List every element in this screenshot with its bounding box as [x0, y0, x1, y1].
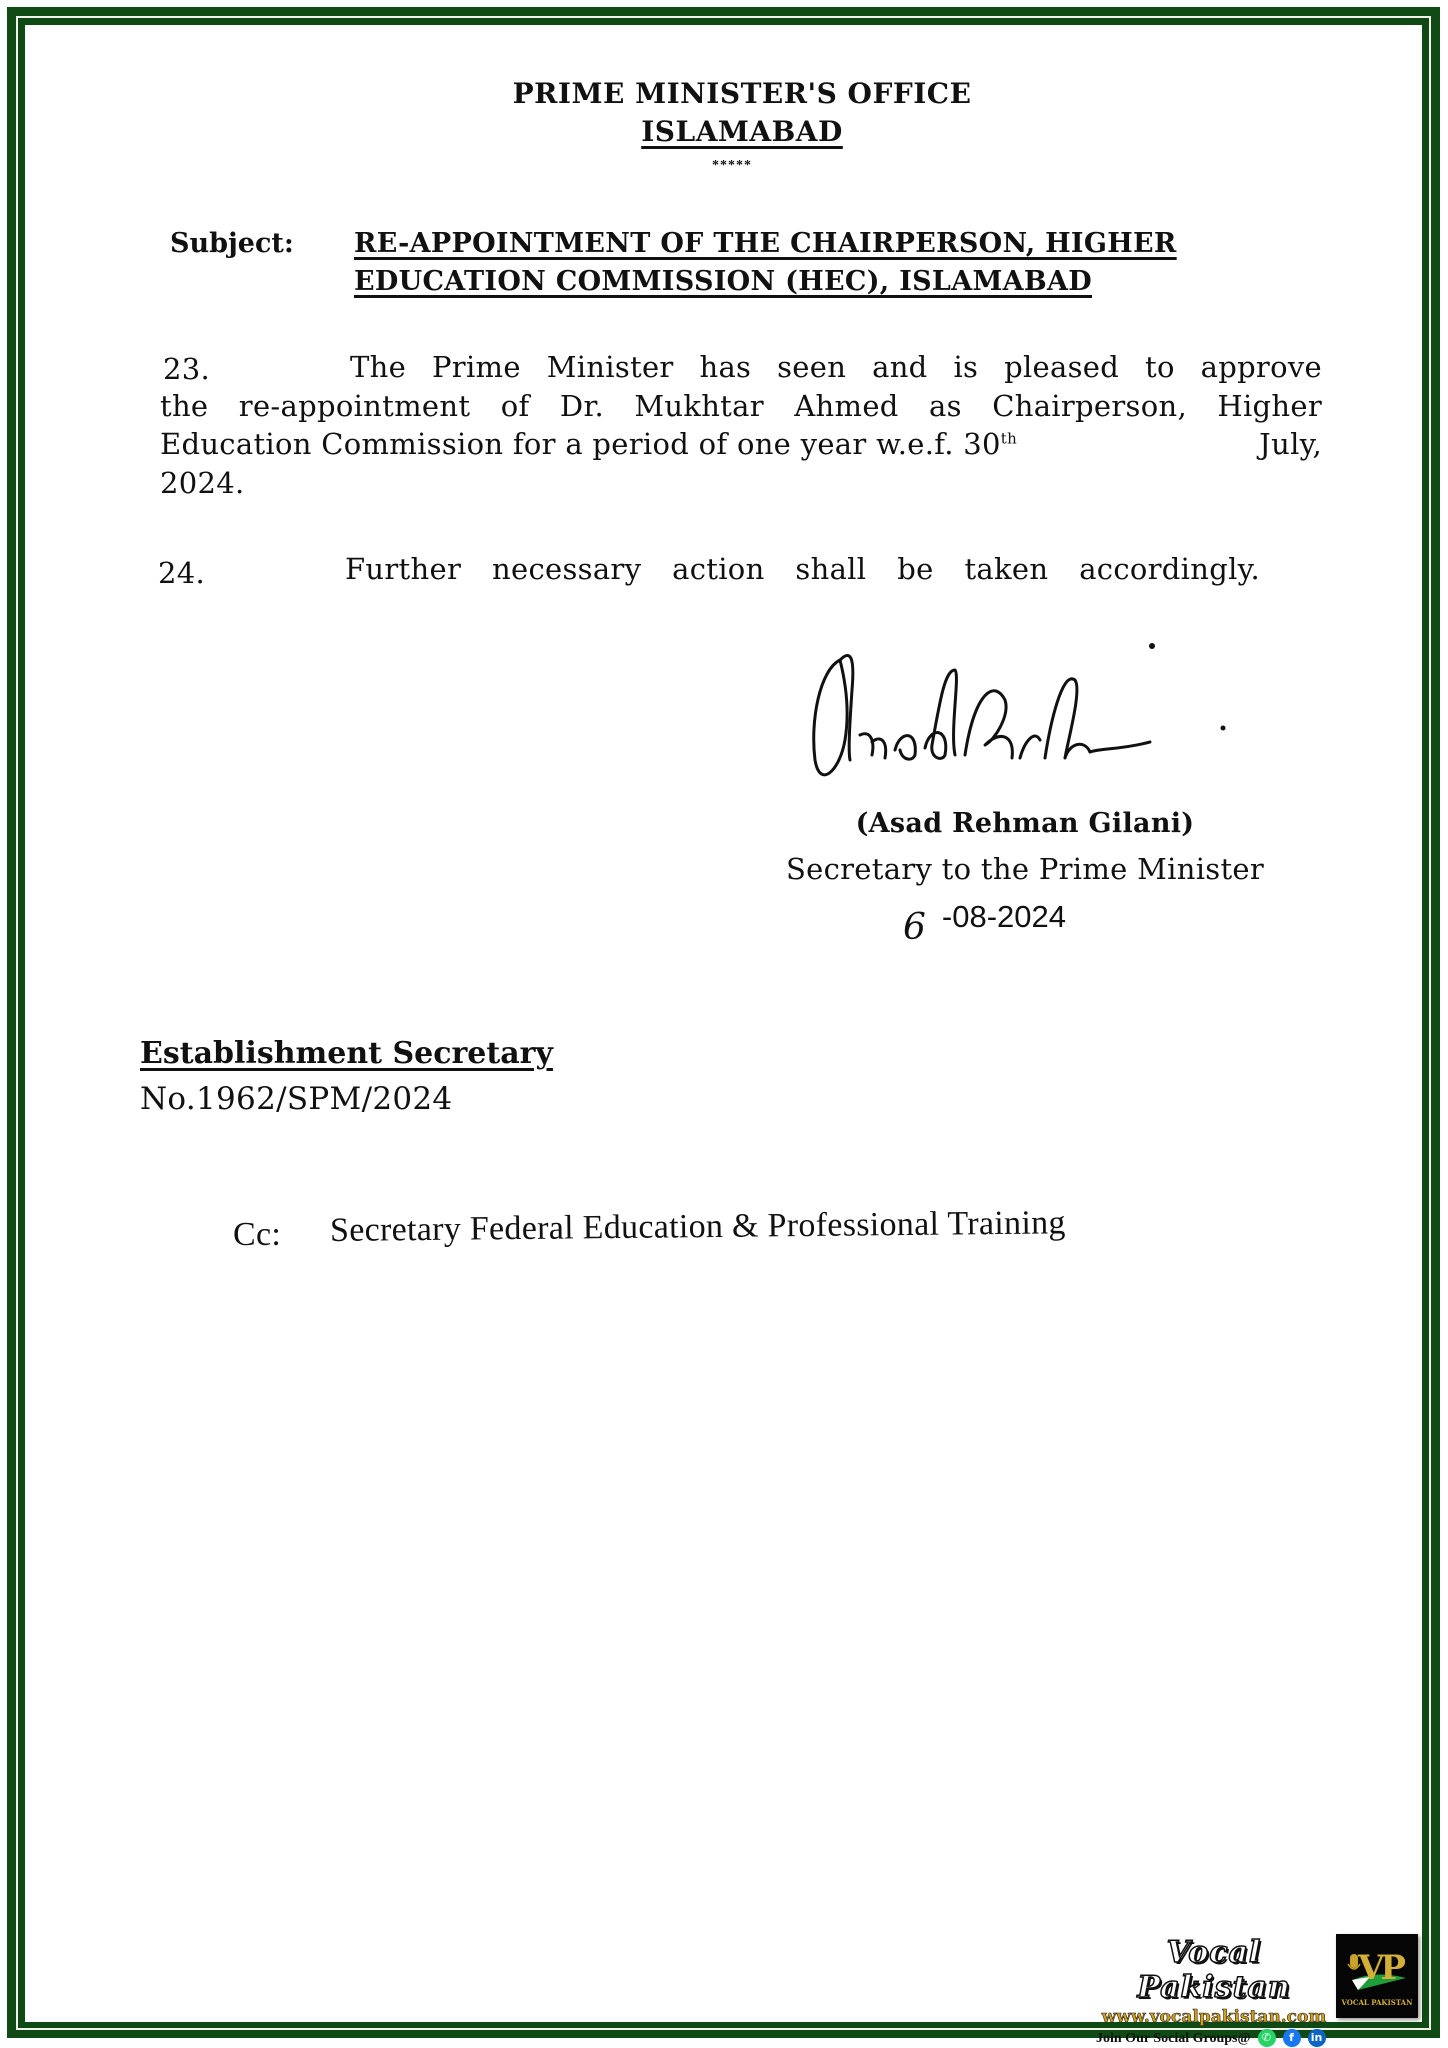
office-heading: PRIME MINISTER'S OFFICE [512, 77, 972, 110]
city-heading-text: ISLAMABAD [641, 115, 843, 148]
subject-label: Subject: [170, 228, 294, 259]
watermark-social-row [1096, 2029, 1332, 2047]
para-23-line-2: the re-appointment of Dr. Mukhtar Ahmed as Chairperson, Higher [160, 389, 1322, 423]
signature-date [903, 895, 1066, 948]
signatory-name: (Asad Rehman Gilani) [855, 808, 1195, 839]
para-23-line-3-tail: July, [1259, 427, 1322, 461]
para-23-line-3 [160, 427, 1322, 461]
watermark-join-text: Join Our Social Groups@ [1096, 2031, 1251, 2046]
signatory-title: Secretary to the Prime Minister [785, 852, 1265, 886]
city-heading [442, 115, 1042, 148]
cc-recipient: Secretary Federal Education & Professional Training [329, 1204, 1066, 1249]
subject-line-1 [354, 228, 1177, 259]
whatsapp-icon[interactable]: ✆ [1258, 2029, 1276, 2047]
subject-text-1: RE-APPOINTMENT OF THE CHAIRPERSON, HIGHER [354, 228, 1177, 259]
watermark-brand: Vocal Pakistan [1137, 1935, 1291, 2005]
cc-label: Cc: [233, 1216, 282, 1253]
logo-letters: VP [1358, 1948, 1402, 1988]
vocal-pakistan-logo [1336, 1934, 1418, 2018]
para-23-line-3-main [160, 427, 1017, 461]
subject-text-2: EDUCATION COMMISSION (HEC), ISLAMABAD [354, 266, 1092, 297]
para-23-line-4: 2024. [160, 466, 245, 500]
para-23-line-3-text: Education Commission for a period of one year w.e.f. 30 [160, 427, 1001, 461]
reference-number: No.1962/SPM/2024 [140, 1081, 453, 1117]
para-23-line-1: The Prime Minister has seen and is pleased to approve [350, 350, 1322, 384]
watermark-url[interactable]: www.vocalpakistan.com [1101, 2007, 1327, 2027]
watermark [1096, 1935, 1332, 2047]
para-23-number: 23. [163, 352, 211, 386]
para-24-text: Further necessary action shall be taken accordingly. [345, 552, 1260, 586]
handwritten-signature [800, 630, 1260, 790]
document-page [25, 25, 1422, 2022]
date-handwritten-day: 6 [903, 907, 926, 948]
superscript-th: th [1000, 429, 1018, 448]
addressee-title [140, 1036, 553, 1071]
facebook-icon[interactable]: f [1283, 2029, 1301, 2047]
addressee-title-text: Establishment Secretary [140, 1036, 553, 1071]
logo-caption: VOCAL PAKISTAN [1341, 1998, 1413, 2007]
subject-line-2 [354, 266, 1092, 297]
date-rest: -08-2024 [941, 899, 1066, 934]
header-stars: ***** [712, 158, 752, 173]
linkedin-icon[interactable]: in [1308, 2029, 1326, 2047]
para-24-number: 24. [158, 556, 206, 590]
